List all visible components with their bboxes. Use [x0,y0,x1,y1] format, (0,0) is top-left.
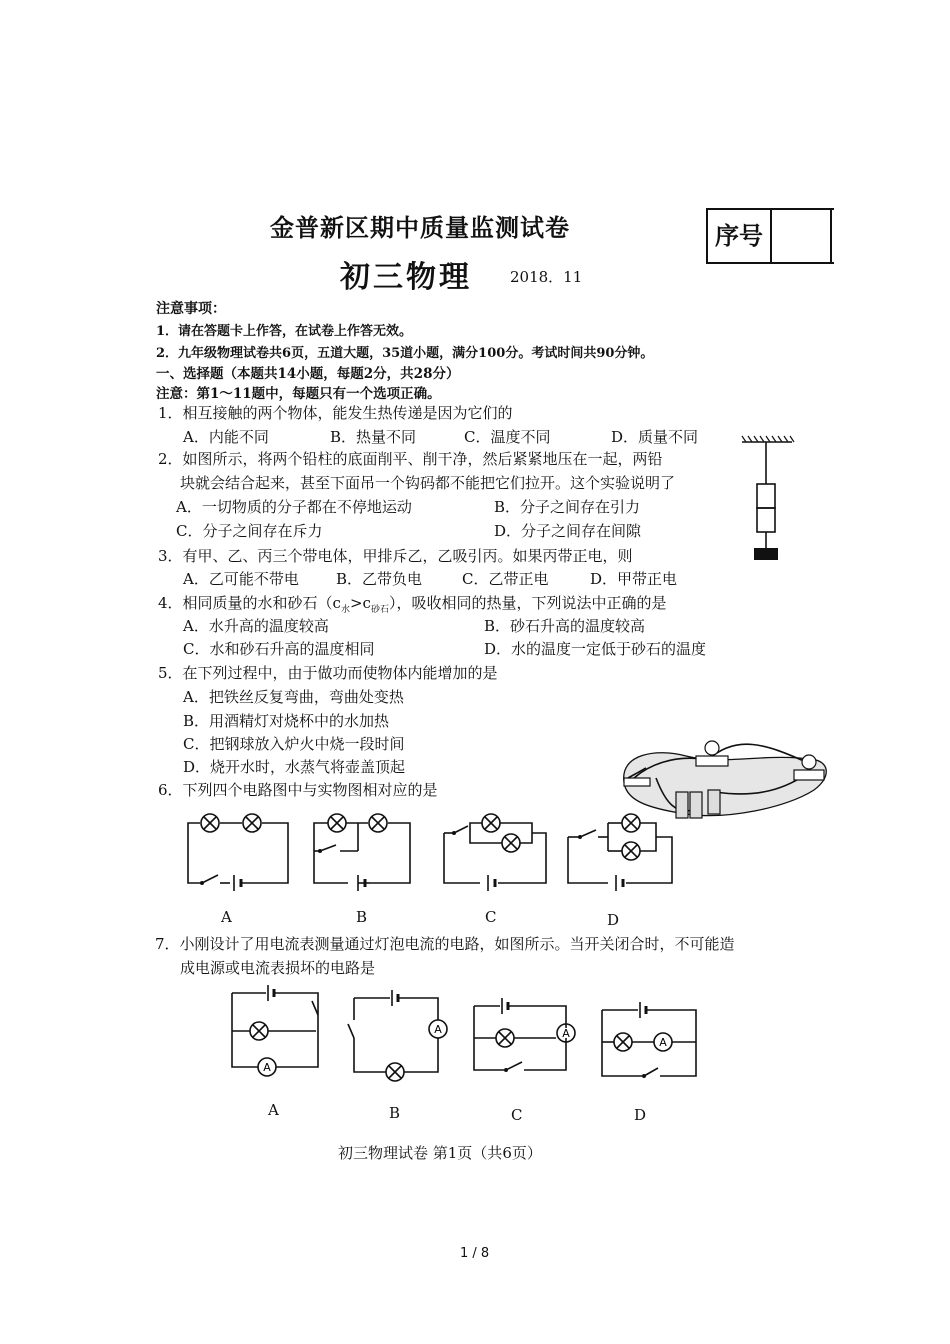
battery-icon [392,990,398,1006]
note-2: 2．九年级物理试卷共6页，五道大题，35道小题，满分100分。考试时间共90分钟。 [156,346,654,361]
q6-label-b: B [356,908,368,926]
switch-icon [314,843,358,853]
lamp-icon [496,1029,514,1047]
switch-icon [312,1001,318,1015]
question-2-stem-line-2: 块就会结合起来，甚至下面吊一个钩码都不能把它们拉开。这个实验说明了 [180,474,676,492]
battery-icon [640,1002,646,1018]
question-4-stem: 4．相同质量的水和砂石$(c_水>c_{砂石})$，吸收相同的热量，下列说法中正确的是 [158,594,667,615]
q6-label-c: C [485,908,497,926]
question-1-option-b: B．热量不同 [330,428,417,446]
exam-date: 2018．11 [510,268,583,286]
question-2-option-b: B．分子之间存在引力 [494,498,641,516]
lamp-icon [243,814,261,832]
battery-icon [502,998,508,1014]
battery-icon [488,875,495,891]
question-7-stem-line-1: 7．小刚设计了用电流表测量通过灯泡电流的电路，如图所示。当开关闭合时，不可能造 [155,935,735,953]
lamp-icon [622,814,640,832]
battery-icon [268,985,274,1001]
q6-circuit-c [440,813,550,893]
ammeter-icon [258,1058,276,1076]
serial-label: 序号 [708,210,772,262]
question-3-option-b: B．乙带负电 [336,570,423,588]
section-heading: 一、选择题（本题共14小题，每题2分，共28分） [156,366,460,382]
svg-text:A: A [659,1036,667,1049]
question-5-option-a: A．把铁丝反复弯曲，弯曲处变热 [183,688,404,706]
switch-icon [348,998,354,1038]
battery-icon [234,875,241,891]
serial-number-box [706,208,834,264]
notes-heading: 注意事项： [156,301,226,317]
page-indicator: 1 / 8 [460,1246,490,1261]
serial-cell [770,210,832,262]
question-2-option-a: A．一切物质的分子都在不停地运动 [176,498,412,516]
page-footer: 初三物理试卷 第1页（共6页） [338,1144,542,1162]
question-2-stem-line-1: 2．如图所示，将两个铅柱的底面削平、削干净，然后紧紧地压在一起，两铅 [158,450,663,468]
q7-label-d: D [634,1106,647,1124]
lamp-icon [622,842,640,860]
ammeter-icon [429,1020,447,1038]
lamp-icon [201,814,219,832]
q7-circuit-d [598,998,704,1078]
question-6-stem: 6．下列四个电路图中与实物图相对应的是 [158,781,438,799]
q7-circuit-b [344,990,448,1080]
q7-label-a: A [268,1101,279,1119]
question-5-stem: 5．在下列过程中，由于做功而使物体内能增加的是 [158,664,498,682]
q7-circuit-a [228,985,324,1083]
section-note: 注意：第1～11题中，每题只有一个选项正确。 [156,386,441,402]
question-2-option-c: C．分子之间存在斥力 [176,522,323,540]
q7-circuit-c [470,994,578,1074]
q6-circuit-a [184,813,294,893]
question-3-option-a: A．乙可能不带电 [183,570,299,588]
switch-icon [578,830,596,839]
question-1-option-d: D．质量不同 [611,428,699,446]
question-5-option-d: D．烧开水时，水蒸气将壶盖顶起 [183,758,406,776]
lamp-icon [614,1033,632,1051]
q6-circuit-d [564,813,676,893]
lamp-icon [328,814,346,832]
switch-icon [200,875,218,885]
q7-label-b: B [389,1104,401,1122]
lamp-icon [369,814,387,832]
switch-icon [504,1062,522,1072]
q7-label-c: C [511,1106,523,1124]
question-3-stem: 3．有甲、乙、丙三个带电体，甲排斥乙，乙吸引丙。如果丙带正电，则 [158,547,633,565]
ammeter-icon [557,1024,575,1042]
battery-icon [616,875,623,891]
physical-circuit-figure [616,734,830,824]
lamp-icon [502,834,520,852]
question-1-option-c: C．温度不同 [464,428,551,446]
question-4-option-d: D．水的温度一定低于砂石的温度 [484,640,707,658]
battery-icon [676,790,720,818]
exam-title: 金普新区期中质量监测试卷 [270,213,570,242]
lamp-icon [386,1063,404,1081]
svg-text:A: A [263,1061,271,1074]
switch-icon [452,826,468,835]
switch-icon [642,1068,658,1078]
question-5-option-b: B．用酒精灯对烧杯中的水加热 [183,712,390,730]
q6-circuit-b [308,813,416,893]
question-3-option-d: D．甲带正电 [590,570,678,588]
bulb-icon [696,741,728,766]
svg-text:A: A [434,1023,442,1036]
question-2-option-d: D．分子之间存在间隙 [494,522,642,540]
lamp-icon [250,1022,268,1040]
lead-cylinder-figure [740,436,800,571]
question-7-stem-line-2: 成电源或电流表损坏的电路是 [180,959,376,977]
note-1: 1．请在答题卡上作答，在试卷上作答无效。 [156,324,413,339]
svg-text:A: A [562,1027,570,1040]
exam-subject: 初三物理 [340,260,472,295]
question-5-option-c: C．把钢球放入炉火中烧一段时间 [183,735,405,753]
lamp-icon [482,814,500,832]
question-1-option-a: A．内能不同 [183,428,269,446]
question-3-option-c: C．乙带正电 [462,570,549,588]
question-4-option-c: C．水和砂石升高的温度相同 [183,640,375,658]
question-4-option-a: A．水升高的温度较高 [183,617,329,635]
q6-label-d: D [607,911,620,929]
question-1-stem: 1．相互接触的两个物体，能发生热传递是因为它们的 [158,404,513,422]
question-4-option-b: B．砂石升高的温度较高 [484,617,646,635]
q6-label-a: A [221,908,232,926]
ammeter-icon [654,1033,672,1051]
